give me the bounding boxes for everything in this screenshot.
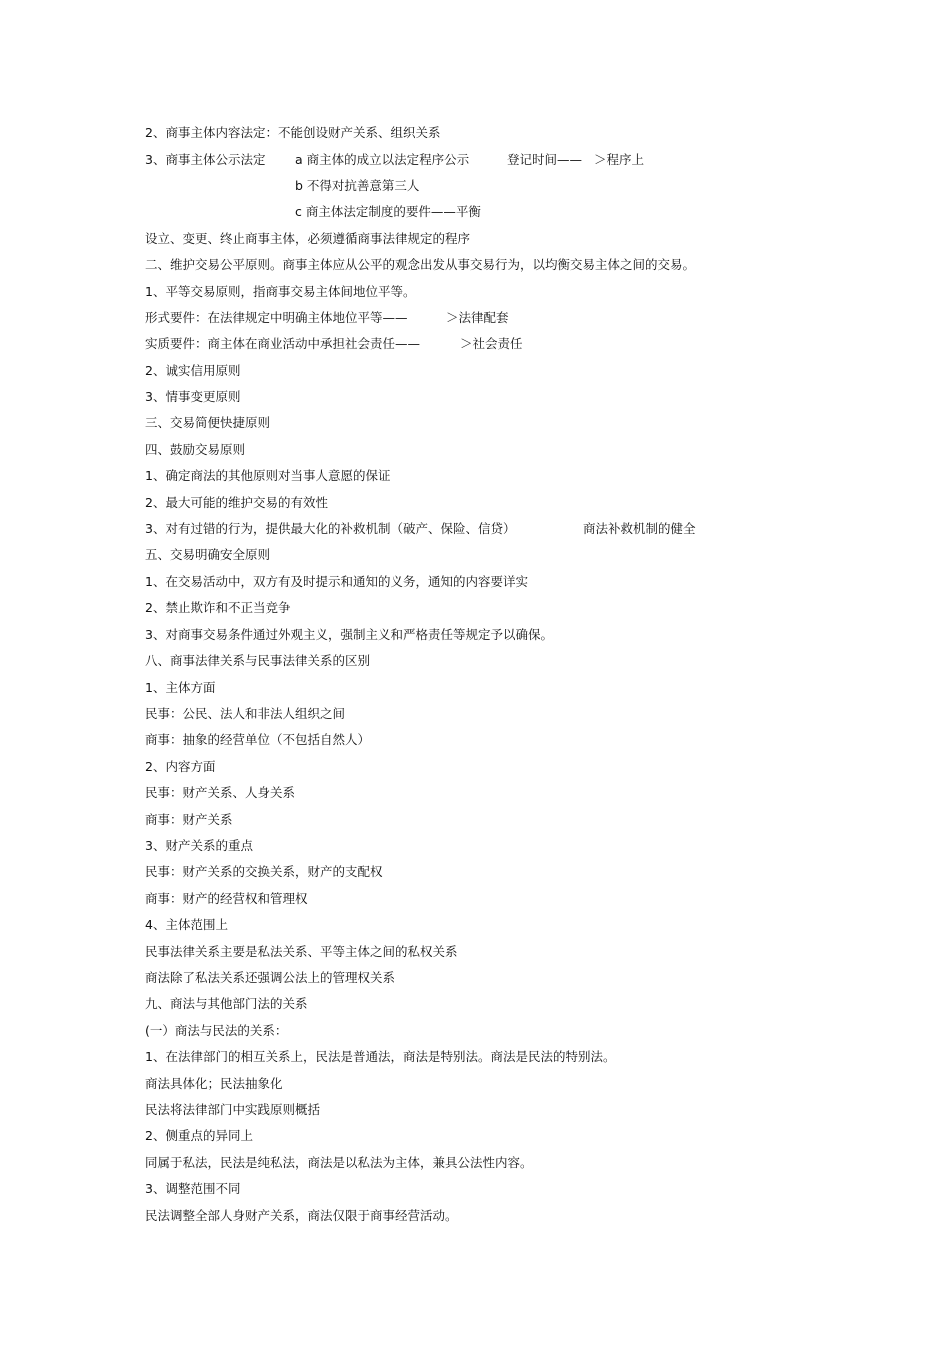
text-line: (一）商法与民法的关系： [145,1023,288,1038]
text-line: 同属于私法，民法是纯私法，商法是以私法为主体，兼具公法性内容。 [145,1155,533,1170]
text-line: 2、诚实信用原则 [145,363,241,378]
text-line: 1、在交易活动中，双方有及时提示和通知的义务，通知的内容要详实 [145,574,528,589]
text-line: 商事：财产的经营权和管理权 [145,891,308,906]
text-line: 商法除了私法关系还强调公法上的管理权关系 [145,970,396,985]
text-line: 九、商法与其他部门法的关系 [145,996,308,1011]
text-line: 商事：抽象的经营单位（不包括自然人） [145,732,371,747]
text-line: 八、商事法律关系与民事法律关系的区别 [145,653,371,668]
text-line: 3、对商事交易条件通过外观主义，强制主义和严格责任等规定予以确保。 [145,627,553,642]
text-line: 2、最大可能的维护交易的有效性 [145,495,328,510]
text-line: b 不得对抗善意第三人 [295,178,420,193]
text-line: c 商主体法定制度的要件——平衡 [295,204,481,219]
text-line: 民法调整全部人身财产关系，商法仅限于商事经营活动。 [145,1208,458,1223]
text-line: 五、交易明确安全原则 [145,547,271,562]
text-line: 2、禁止欺诈和不正当竞争 [145,600,291,615]
text-line: 民事：财产关系、人身关系 [145,785,296,800]
text-line: 3、调整范围不同 [145,1181,241,1196]
text-line: 2、商事主体内容法定：不能创设财产关系、组织关系 [145,125,441,140]
text-line: ＞程序上 [594,152,645,167]
text-line: 1、主体方面 [145,680,216,695]
text-line: ＞法律配套 [446,310,509,325]
text-line: a 商主体的成立以法定程序公示 [295,152,470,167]
text-line: 1、平等交易原则，指商事交易主体间地位平等。 [145,284,416,299]
text-line: 3、商事主体公示法定 [145,152,266,167]
text-line: 2、侧重点的异同上 [145,1128,253,1143]
text-line: 实质要件：商主体在商业活动中承担社会责任—— [145,336,421,351]
text-line: 商法补救机制的健全 [583,521,696,536]
text-line: 四、鼓励交易原则 [145,442,246,457]
text-line: 民法将法律部门中实践原则概括 [145,1102,321,1117]
text-line: 2、内容方面 [145,759,216,774]
text-line: ＞社会责任 [460,336,523,351]
text-line: 民事：公民、法人和非法人组织之间 [145,706,346,721]
text-line: 1、在法律部门的相互关系上，民法是普通法，商法是特别法。商法是民法的特别法。 [145,1049,616,1064]
text-line: 设立、变更、终止商事主体，必须遵循商事法律规定的程序 [145,231,471,246]
text-line: 民事：财产关系的交换关系，财产的支配权 [145,864,383,879]
text-line: 登记时间—— [507,152,583,167]
text-line: 二、维护交易公平原则。商事主体应从公平的观念出发从事交易行为，以均衡交易主体之间的交易。 [145,257,696,272]
text-line: 1、确定商法的其他原则对当事人意愿的保证 [145,468,391,483]
text-line: 3、对有过错的行为，提供最大化的补救机制（破产、保险、信贷） [145,521,516,536]
text-line: 商法具体化；民法抽象化 [145,1076,283,1091]
text-line: 民事法律关系主要是私法关系、平等主体之间的私权关系 [145,944,458,959]
text-line: 形式要件：在法律规定中明确主体地位平等—— [145,310,408,325]
text-line: 商事：财产关系 [145,812,233,827]
text-line: 4、主体范围上 [145,917,228,932]
text-line: 3、财产关系的重点 [145,838,253,853]
text-line: 三、交易简便快捷原则 [145,415,271,430]
text-line: 3、情事变更原则 [145,389,241,404]
